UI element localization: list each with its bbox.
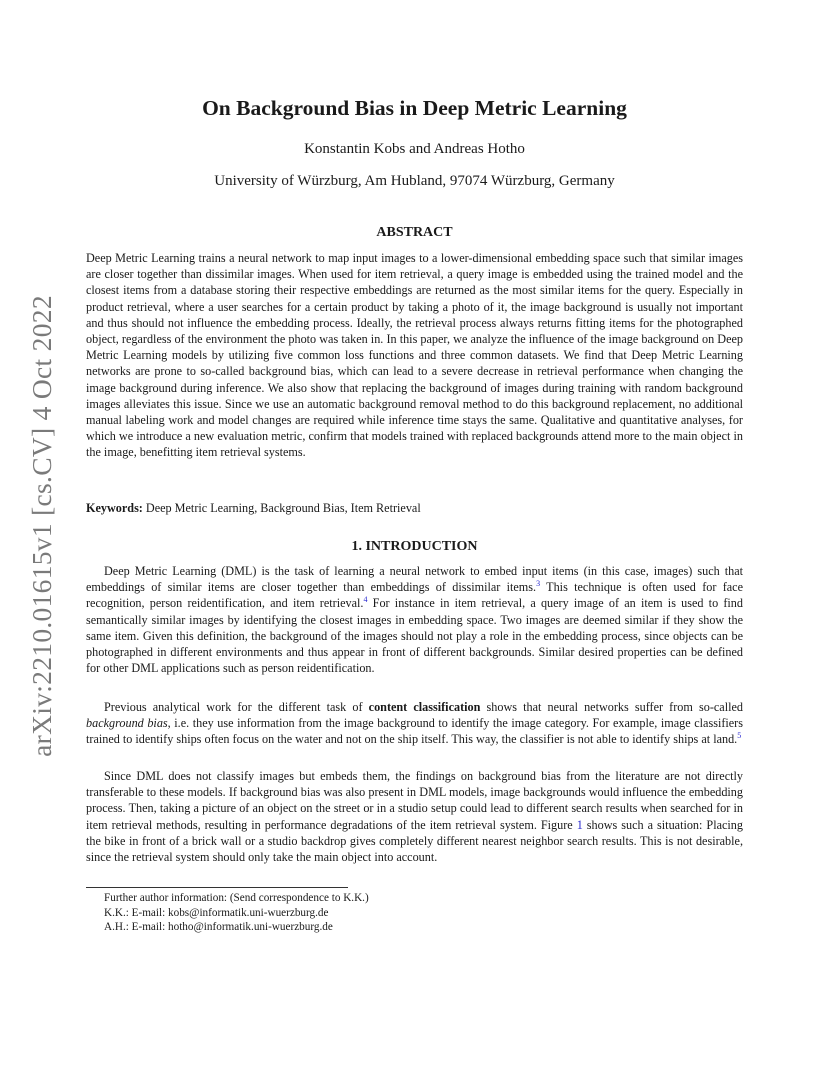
footnote-email-ah: A.H.: E-mail: hotho@informatik.uni-wuerzburg.de [104,921,333,933]
intro-p3-text-b: shows such a situation: Placing the bike in front of a brick wall or a studio backdrop gives completely different nearest neighbor search results. This is not desirable, since the retrieval system should only take the main object into account. [86,817,743,865]
intro-p1-text-a: Deep Metric Learning (DML) is the task of learning a neural network to embed input items (in this case, images) such that embeddings of similar items are closer together than embeddings of dissimilar items. [86,564,743,595]
citation-link[interactable]: 4 [363,595,368,605]
figure-reference-link[interactable]: 1 [576,817,583,832]
keywords-label: Keywords: [86,501,143,515]
intro-p2-text-a: Previous analytical work for the different task of [104,700,369,714]
footnote-email-kk: K.K.: E-mail: kobs@informatik.uni-wuerzburg.de [104,907,329,919]
keywords-text: Deep Metric Learning, Background Bias, Item Retrieval [145,501,421,515]
footnote-author-info: Further author information: (Send correspondence to K.K.) [104,892,369,904]
intro-paragraph-2 [86,699,743,748]
intro-paragraph-1 [86,563,743,676]
intro-p2-text-c: , i.e. they use information from the image background to identify the image category. For example, image classifiers trained to identify ships often focus on the water and not on the ship itself. This way, the classifier is not able to identify ships at land. [86,716,743,747]
arxiv-identifier-stamp [22,292,62,760]
abstract-text: Deep Metric Learning trains a neural network to map input images to a lower-dimensional embedding space such that similar images are closer together than dissimilar images. When used for item retrieval, a query image is embedded using the trained model and the closest items from a database storing their respective embeddings are returned as the most similar items for the query. Especially in product retrieval, where a user searches for a certain product by taking a photo of it, the image background is usually not important and thus should not influence the embedding process. Ideally, the retrieval process always returns fitting items for the photographed object, regardless of the environment the photo was taken in. In this paper, we analyze the influence of the image background on Deep Metric Learning models by utilizing five common loss functions and three common datasets. We find that Deep Metric Learning networks are prone to so-called background bias, which can lead to a severe decrease in retrieval performance when changing the image background during inference. We also show that replacing the background of images during training with random background images alleviates this issue. Since we use an automatic background removal method to do this background replacement, no additional manual labeling work and model changes are required while inference time stays the same. Qualitative and quantitative analyses, for which we introduce a new evaluation metric, confirm that models trained with replaced backgrounds attend more to the main object in the image, benefitting item retrieval systems. [86,251,743,460]
citation-link[interactable]: 3 [536,579,541,589]
intro-p1-text-b: This technique is often used for face recognition, person reidentification, and item retrieval. [86,580,743,611]
author-affiliation: University of Würzburg, Am Hubland, 97074 Würzburg, Germany [214,173,615,189]
intro-p2-italic: background bias [86,716,168,731]
author-list: Konstantin Kobs and Andreas Hotho [304,141,525,157]
intro-paragraph-3 [86,768,743,865]
introduction-heading: 1. INTRODUCTION [351,539,478,554]
footnote-divider [86,887,348,888]
intro-p1-text-c: For instance in item retrieval, a query image of an item is used to find semantically similar images by identifying the closest images in embedding space. Two images are deemed similar if they show the same item. Given this definition, the background of the images should not play a role in the embedding process, since objects can be photographed in different environments and thus appear in front of different backgrounds. Similar desired properties can be defined for other DML applications such as person reidentification. [86,596,743,676]
abstract-heading: ABSTRACT [376,225,453,240]
arxiv-identifier-text: arXiv:2210.01615v1 [cs.CV] 4 Oct 2022 [26,295,57,757]
citation-link[interactable]: 5 [737,731,742,741]
intro-p2-bold: content classification [368,700,481,714]
intro-p3-text-a: Since DML does not classify images but embeds them, the findings on background bias from the literature are not directly transferable to these models. If background bias was also present in DML models, image backgrounds would influence the embedding process. Then, taking a picture of an object on the street or in a studio setup could lead to different search results when searched for in item retrieval methods, resulting in performance degradations of the item retrieval system. Figure [86,769,743,832]
intro-p2-text-b: shows that neural networks suffer from so-called [480,700,743,714]
paper-title: On Background Bias in Deep Metric Learning [202,96,627,120]
keywords-line [86,500,743,516]
